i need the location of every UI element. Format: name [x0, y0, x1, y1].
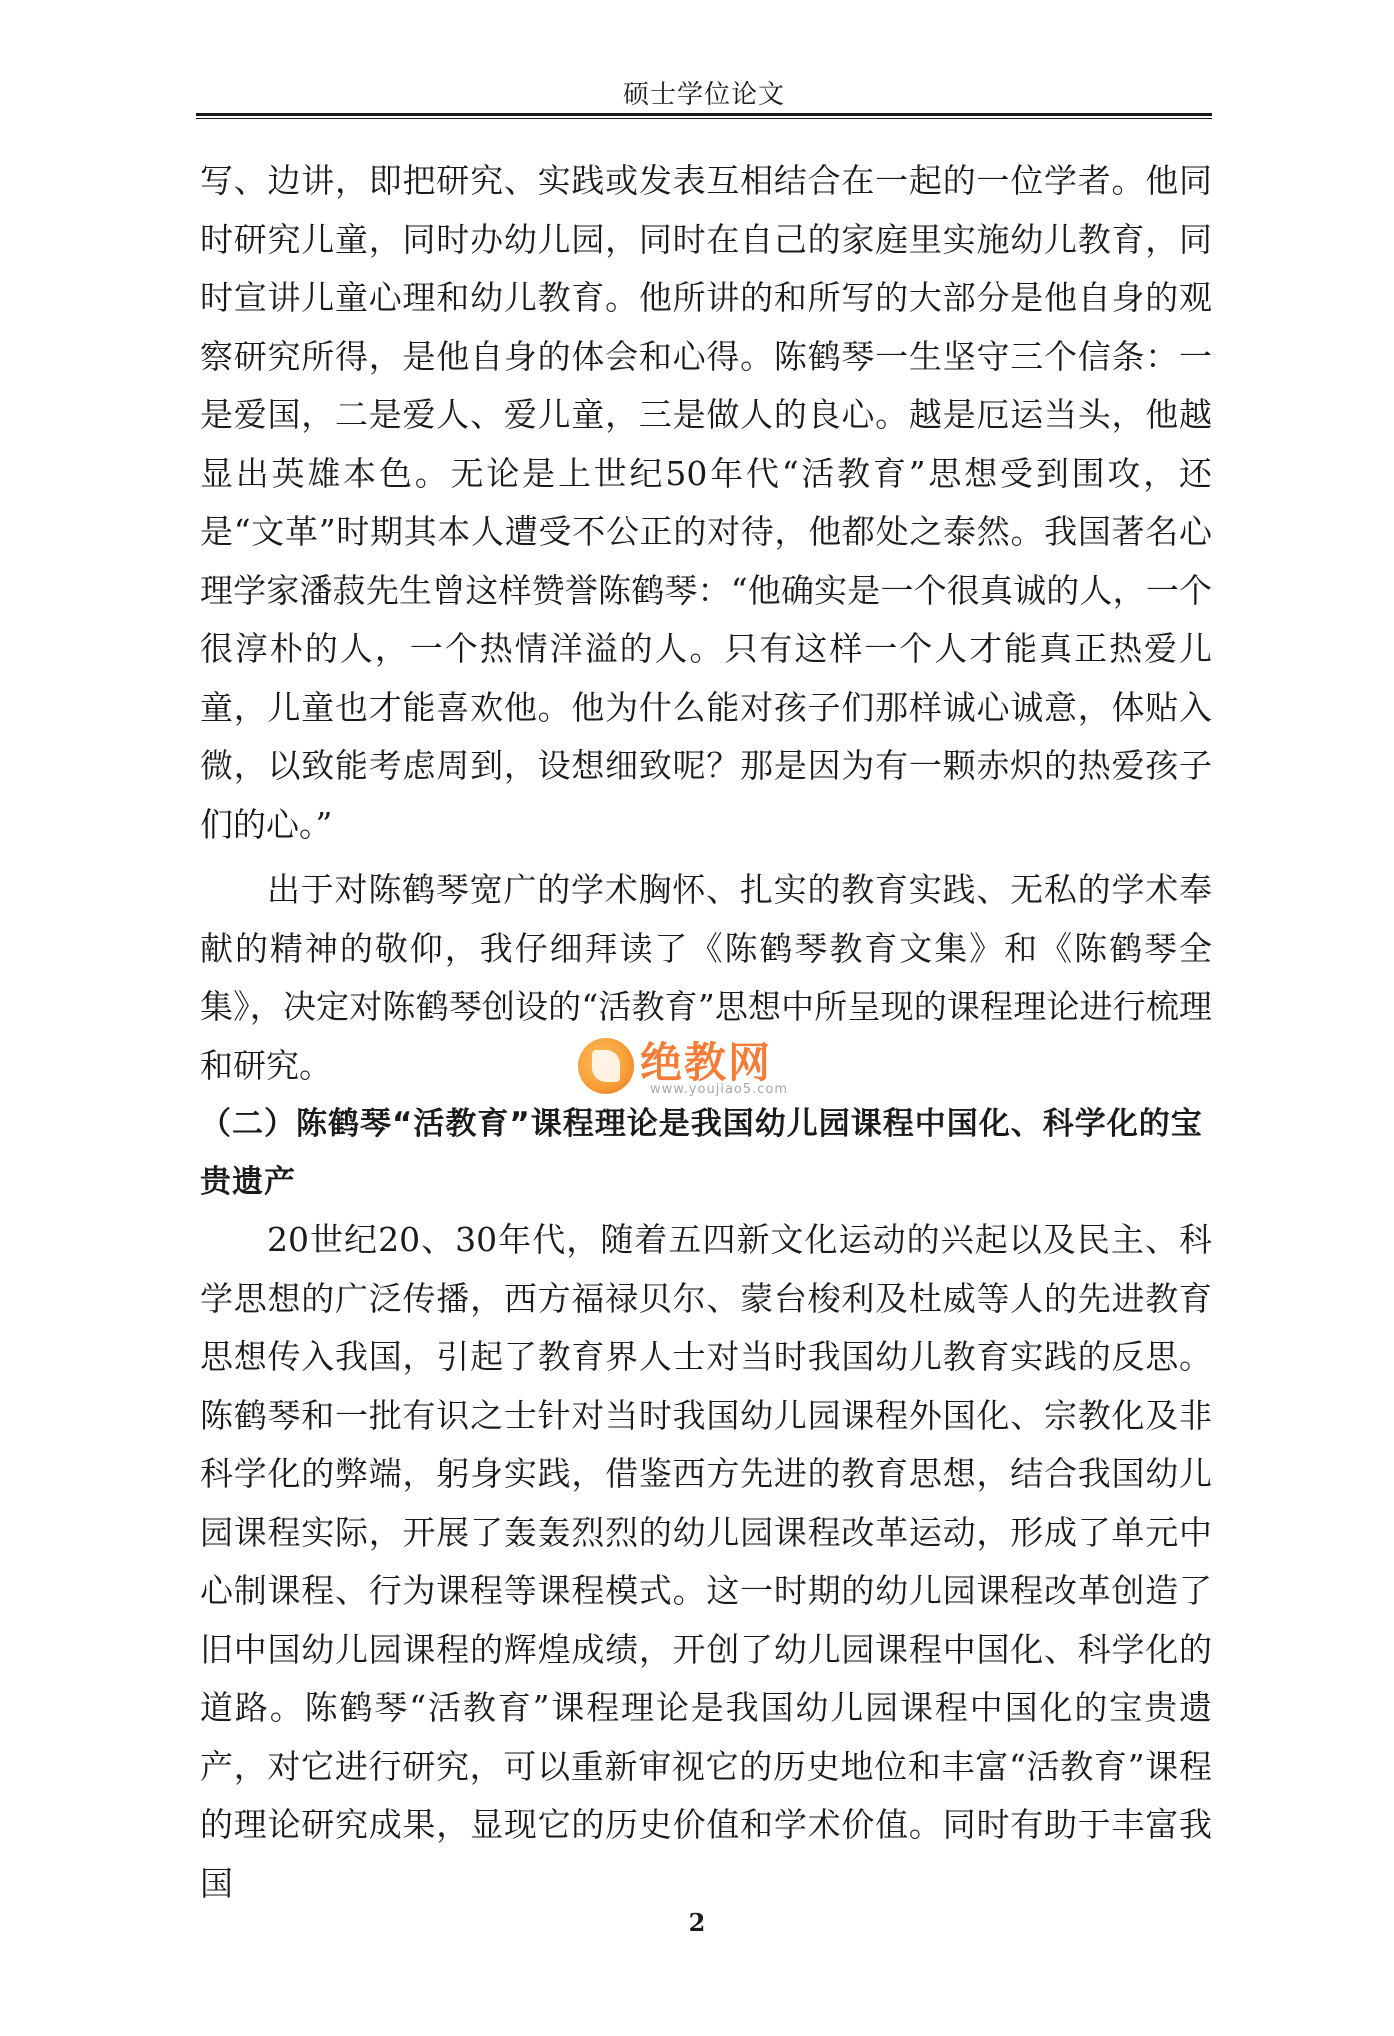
watermark-url: www.youjiao5.com — [650, 1082, 789, 1097]
section-heading: （二）陈鹤琴“活教育”课程理论是我国幼儿园课程中国化、科学化的宝贵遗产 — [200, 1106, 1203, 1200]
watermark-brand: 绝教网 — [640, 1038, 773, 1087]
paragraph-motivation: 出于对陈鹤琴宽广的学术胸怀、扎实的教育实践、无私的学术奉献的精神的敬仰，我仔细拜读了《陈鹤琴教育文集》和《陈鹤琴全集》，决定对陈鹤琴创设的“活教育”思想中所呈现的课程理论进行梳理和研究。 — [200, 870, 1212, 1085]
leaf-logo-icon — [578, 1038, 634, 1094]
watermark-logo — [578, 1030, 828, 1108]
page-number: 2 — [688, 1908, 706, 1937]
running-header: 硕士学位论文 — [622, 80, 785, 110]
paragraph-background: 20世纪20、30年代，随着五四新文化运动的兴起以及民主、科学思想的广泛传播，西方福禄贝尔、蒙台梭利及杜威等人的先进教育思想传入我国，引起了教育界人士对当时我国幼儿教育实践的反思。陈鹤琴和一批有识之士针对当时我国幼儿园课程外国化、宗教化及非科学化的弊端，躬身实践，借鉴西方先进的教育思想，结合我国幼儿园课程实际，开展了轰轰烈烈的幼儿园课程改革运动，形成了单元中心制课程、行为课程等课程模式。这一时期的幼儿园课程改革创造了旧中国幼儿园课程的辉煌成绩，开创了幼儿园课程中国化、科学化的道路。陈鹤琴“活教育”课程理论是我国幼儿园课程中国化的宝贵遗产，对它进行研究，可以重新审视它的历史地位和丰富“活教育”课程的理论研究成果，显现它的历史价值和学术价值。同时有助于丰富我国 — [200, 1220, 1212, 1903]
paragraph-continued: 写、边讲，即把研究、实践或发表互相结合在一起的一位学者。他同时研究儿童，同时办幼儿园，同时在自己的家庭里实施幼儿教育，同时宣讲儿童心理和幼儿教育。他所讲的和所写的大部分是他自身的观察研究所得，是他自身的体会和心得。陈鹤琴一生坚守三个信条：一是爱国，二是爱人、爱儿童，三是做人的良心。越是厄运当头，他越显出英雄本色。无论是上世纪50年代“活教育”思想受到围攻，还是“文革”时期其本人遭受不公正的对待，他都处之泰然。我国著名心理学家潘菽先生曾这样赞誉陈鹤琴：“他确实是一个很真诚的人，一个很淳朴的人，一个热情洋溢的人。只有这样一个人才能真正热爱儿童，儿童也才能喜欢他。他为什么能对孩子们那样诚心诚意，体贴入微，以致能考虑周到，设想细致呢？那是因为有一颗赤炽的热爱孩子们的心。” — [200, 161, 1212, 844]
header-rule — [196, 113, 1212, 119]
